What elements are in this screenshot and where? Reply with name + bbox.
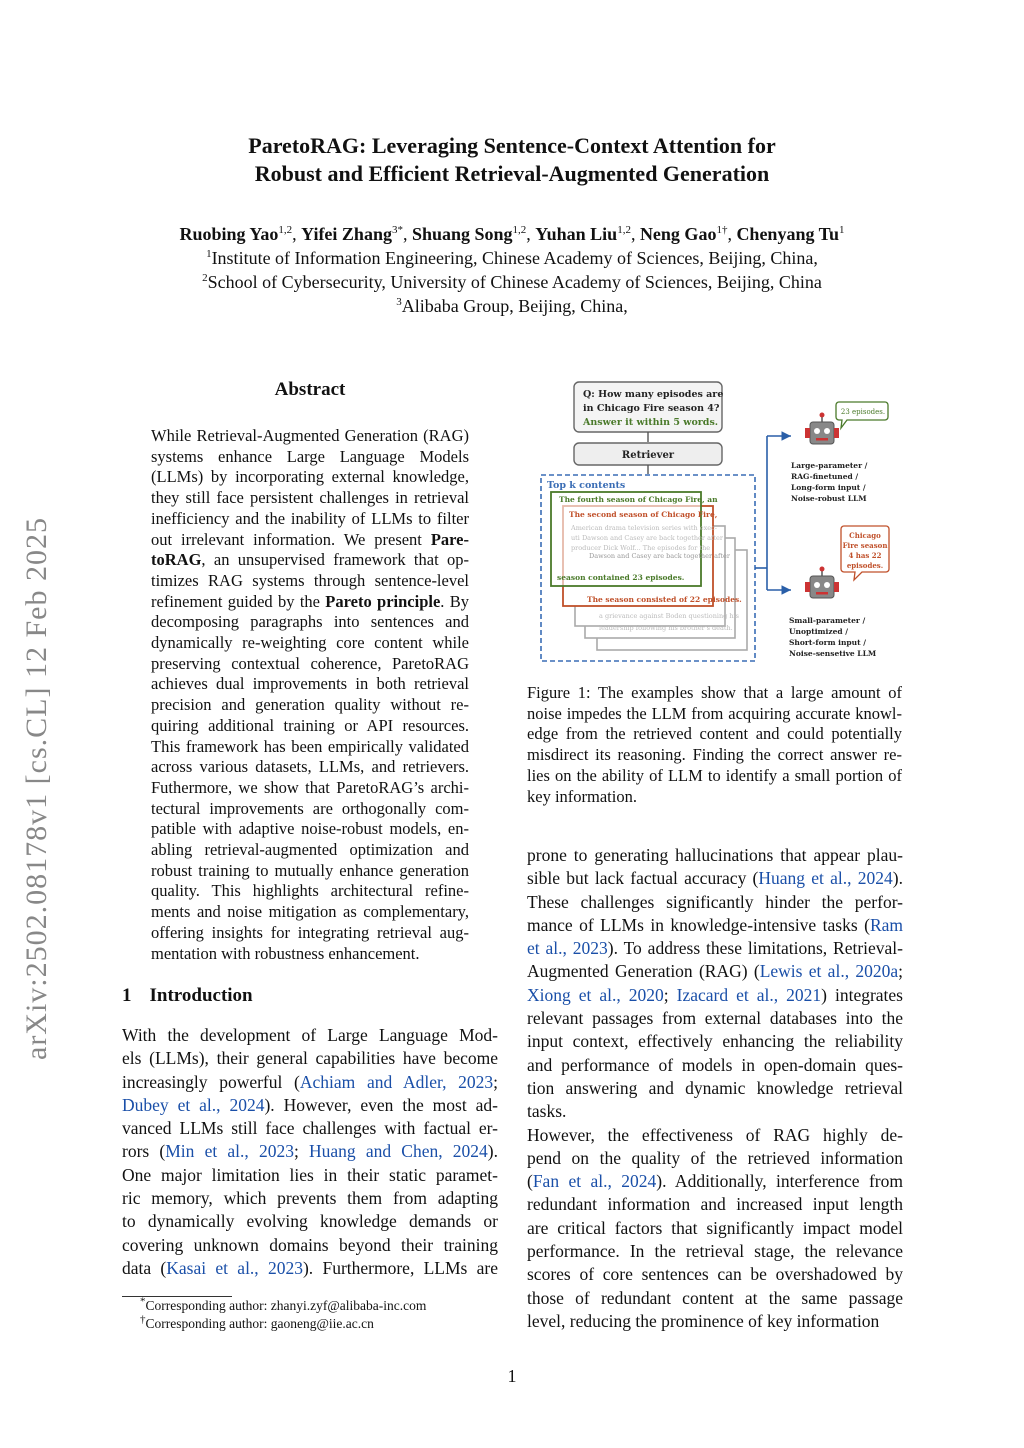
answer-correct-text: 23 episodes. [840, 408, 886, 416]
text-line: performance. In the retrieval stage, the relevance [527, 1241, 903, 1262]
text-line: tectural improvements are orthogonally com- [151, 798, 469, 818]
paper-title-line-2: Robust and Efficient Retrieval-Augmented Generation [254, 161, 770, 186]
text-line: However, the effectiveness of RAG highly de- [527, 1124, 903, 1145]
text-line: Dubey et al., 2024). However, even the most ad- [122, 1094, 498, 1115]
abstract-heading: Abstract [274, 379, 346, 400]
text-line: quiring additional training or API resources. [151, 715, 469, 735]
text-line: data (Kasai et al., 2023). Furthermore, LLMs are [122, 1257, 498, 1278]
arxiv-identifier: arXiv:2502.08178v1 [cs.CL] 12 Feb 2025 [20, 517, 53, 1060]
text-line: mentation with robustness enhancement. [151, 943, 420, 963]
page-number: 1 [507, 1366, 517, 1386]
text-line: Futhermore, we show that ParetoRAG’s archi- [151, 777, 469, 797]
author-name: Shuang Song [411, 224, 513, 244]
text-line: increasingly powerful (Achiam and Adler, 2023; [122, 1071, 499, 1092]
small-llm-label: Short-form input / [789, 638, 866, 647]
text-line: dynamically re-weighting core content while [151, 633, 469, 653]
text-line: misdirect its reasoning. Finding the correct answer re- [527, 745, 902, 765]
doc1-answer: season contained 23 episodes. [557, 573, 685, 582]
affiliation-3: $^3$Alibaba Group, Beijing, China, [396, 296, 628, 316]
text-line: to dynamically evolving knowledge demands or [122, 1211, 498, 1232]
text-line: noise impedes the LLM from acquiring accurate knowl- [527, 703, 902, 723]
text-line: precision and generation quality without re- [151, 695, 469, 715]
text-line: els (LLMs), their general capabilities have become [122, 1048, 498, 1069]
text-line: rors (Min et al., 2023; Huang and Chen, 2024). [122, 1141, 498, 1162]
author-name: Ruobing Yao [179, 224, 279, 244]
text-line: This framework has been empirically validated [151, 736, 469, 756]
text-line: covering unknown domains beyond their training [122, 1234, 498, 1255]
question-line-3: Answer it within 5 words. [583, 417, 719, 428]
text-line: These challenges significantly hinder the perfor- [527, 891, 903, 912]
large-llm-label: Large-parameter / [791, 461, 868, 470]
text-line: edge from the retrieved content and could potentially [527, 724, 902, 744]
retriever-label: Retriever [621, 450, 675, 461]
text-line: ments and noise mitigation as complementary, [151, 902, 469, 922]
author-name: Neng Gao [639, 224, 717, 244]
answer-wrong-text: episodes. [846, 561, 884, 570]
text-line: and performance of models in open-domain ques- [527, 1054, 903, 1075]
text-line: systems enhance Large Language Models [151, 446, 469, 466]
question-line-1: Q: How many episodes are [583, 389, 724, 400]
doc-filler-text: uti Dawson and Casey are back together after [571, 534, 723, 542]
text-line: robust training to mutually enhance generation [151, 860, 469, 880]
text-line: tion answering and dynamic knowledge retrieval [527, 1077, 903, 1098]
text-line: decomposing paragraphs into sentences and [151, 612, 469, 632]
figure-1-caption [527, 683, 902, 807]
answer-wrong-text: 4 has 22 [848, 551, 882, 560]
text-line: sible but lack factual accuracy (Huang et al., 2024). [527, 868, 903, 889]
text-line: One major limitation lies in their static paramet- [122, 1164, 498, 1185]
topk-label: Top k contents [547, 480, 626, 491]
footnote-2: †Corresponding author: gaoneng@iie.ac.cn [140, 1313, 374, 1331]
text-line: those of redundant content at the same passage [527, 1287, 903, 1308]
doc2-answer: The season consisted of 22 episodes. [587, 595, 742, 604]
robot-large-llm-icon [805, 413, 839, 445]
text-line: patible with adaptive noise-robust models, en- [151, 819, 469, 839]
affiliation-1: $^1$Institute of Information Engineering, Chinese Academy of Sciences, Beijing, China, [206, 248, 818, 268]
text-line: quality. This highlights architectural refine- [151, 881, 469, 901]
small-llm-label: Small-parameter / [789, 616, 866, 625]
footnote-1: *Corresponding author: zhanyi.zyf@alibaba-inc.com [140, 1295, 427, 1313]
figure-1 [527, 378, 907, 668]
text-line: lies on the ability of LLM to identify a small portion of [527, 765, 902, 785]
author-name: Yuhan Liu [535, 224, 618, 244]
small-llm-label: Unoptimized / [789, 627, 848, 636]
small-llm-label: Noise-sensetive LLM [789, 649, 877, 658]
text-line: level, reducing the prominence of key information [527, 1310, 880, 1331]
robot-small-llm-icon [805, 567, 839, 599]
doc-filler-text: leadership following his brother's death. [599, 624, 733, 632]
text-line: achieves dual improvements in both retrieval [151, 674, 469, 694]
text-line: relevant passages from external databases into the [527, 1008, 903, 1029]
text-line: Figure 1: The examples show that a large amount of [527, 683, 902, 702]
text-line: While Retrieval-Augmented Generation (RAG) [151, 426, 469, 445]
author-name: Yifei Zhang [301, 224, 392, 244]
answer-wrong-text: Chicago [849, 531, 881, 540]
abstract-body [151, 426, 469, 964]
text-line: preserving contextual coherence, ParetoRAG [151, 653, 469, 673]
text-line: refinement guided by the Pareto principle. By [151, 591, 469, 611]
text-line: et al., 2023). To address these limitations, Retrieval- [527, 938, 903, 959]
text-line: vanced LLMs still face challenges with factual er- [122, 1118, 498, 1139]
doc2-title: The second season of Chicago Fire, [569, 510, 718, 519]
text-line: offering insights for integrating retrieval aug- [151, 922, 469, 942]
large-llm-label: Long-form input / [791, 483, 866, 492]
paper-title-line-1: ParetoRAG: Leveraging Sentence-Context Attention for [248, 133, 776, 158]
doc-filler-text: American drama television series with exec- [571, 524, 717, 532]
doc-filler-text: a grievance against Boden questioning his [599, 612, 739, 620]
text-line: Xiong et al., 2020; Izacard et al., 2021) integrates [527, 984, 903, 1005]
text-line: across various datasets, LLMs, and retrievers. [151, 757, 469, 777]
doc1-title: The fourth season of Chicago Fire, an [559, 495, 718, 504]
text-line: redundant information and increased input length [527, 1194, 903, 1215]
text-line: inefficiency and the inability of LLMs to filter [151, 508, 469, 528]
text-line: prone to generating hallucinations that appear plau- [527, 845, 903, 865]
text-line: ric memory, which prevents them from adapting [122, 1188, 498, 1209]
text-line: abling retrieval-augmented optimization and [151, 840, 469, 860]
text-line: input context, effectively enhancing the reliability [527, 1031, 903, 1052]
affiliation-2: $^2$School of Cybersecurity, University of Chinese Academy of Sciences, Beijing, China [202, 272, 822, 292]
text-line: mance of LLMs in knowledge-intensive tasks (Ram [527, 914, 903, 935]
text-line: timizes RAG systems through sentence-level [151, 570, 469, 590]
author-list: Ruobing Yao$^{1,2}$, Yifei Zhang$^{3*}$, Shuang Song$^{1,2}$, Yuhan Liu$^{1,2}$, Neng Gao$^{1\dagger}$, Chenyang Tu$^1$ [179, 224, 845, 244]
text-line: tasks. [527, 1101, 567, 1122]
author-name: Chenyang Tu [736, 224, 839, 244]
doc-filler-text: producer Dick Wolf... The episodes for the [571, 544, 711, 552]
text-line: (LLMs) by incorporating external knowledge, [151, 467, 469, 487]
large-llm-label: Noise-robust LLM [791, 494, 867, 503]
large-llm-label: RAG-finetuned / [791, 472, 859, 481]
text-line: pend on the quality of the retrieved information [527, 1147, 903, 1168]
text-line: scores of core sentences can be overshadowed by [527, 1264, 903, 1285]
text-line: key information. [527, 786, 637, 806]
text-line: With the development of Large Language Mod- [122, 1025, 498, 1045]
right-column-body [527, 844, 903, 1333]
text-line: toRAG, an unsupervised framework that op- [151, 550, 469, 570]
answer-wrong-text: Fire season [842, 541, 888, 550]
figure-1-diagram [527, 378, 907, 668]
section-heading-introduction: 1 Introduction [122, 985, 253, 1006]
text-line: (Fan et al., 2024). Additionally, interference from [527, 1171, 903, 1192]
text-line: Augmented Generation (RAG) (Lewis et al., 2020a; [527, 961, 903, 982]
question-line-2: in Chicago Fire season 4? [583, 403, 720, 414]
doc-filler-text: Dawson and Casey are back together after [589, 552, 730, 560]
text-line: they still face persistent challenges in retrieval [151, 488, 469, 508]
text-line: out irrelevant information. We present Pare- [151, 529, 469, 549]
introduction-body [122, 1024, 498, 1280]
text-line: are critical factors that significantly impact model [527, 1217, 903, 1238]
